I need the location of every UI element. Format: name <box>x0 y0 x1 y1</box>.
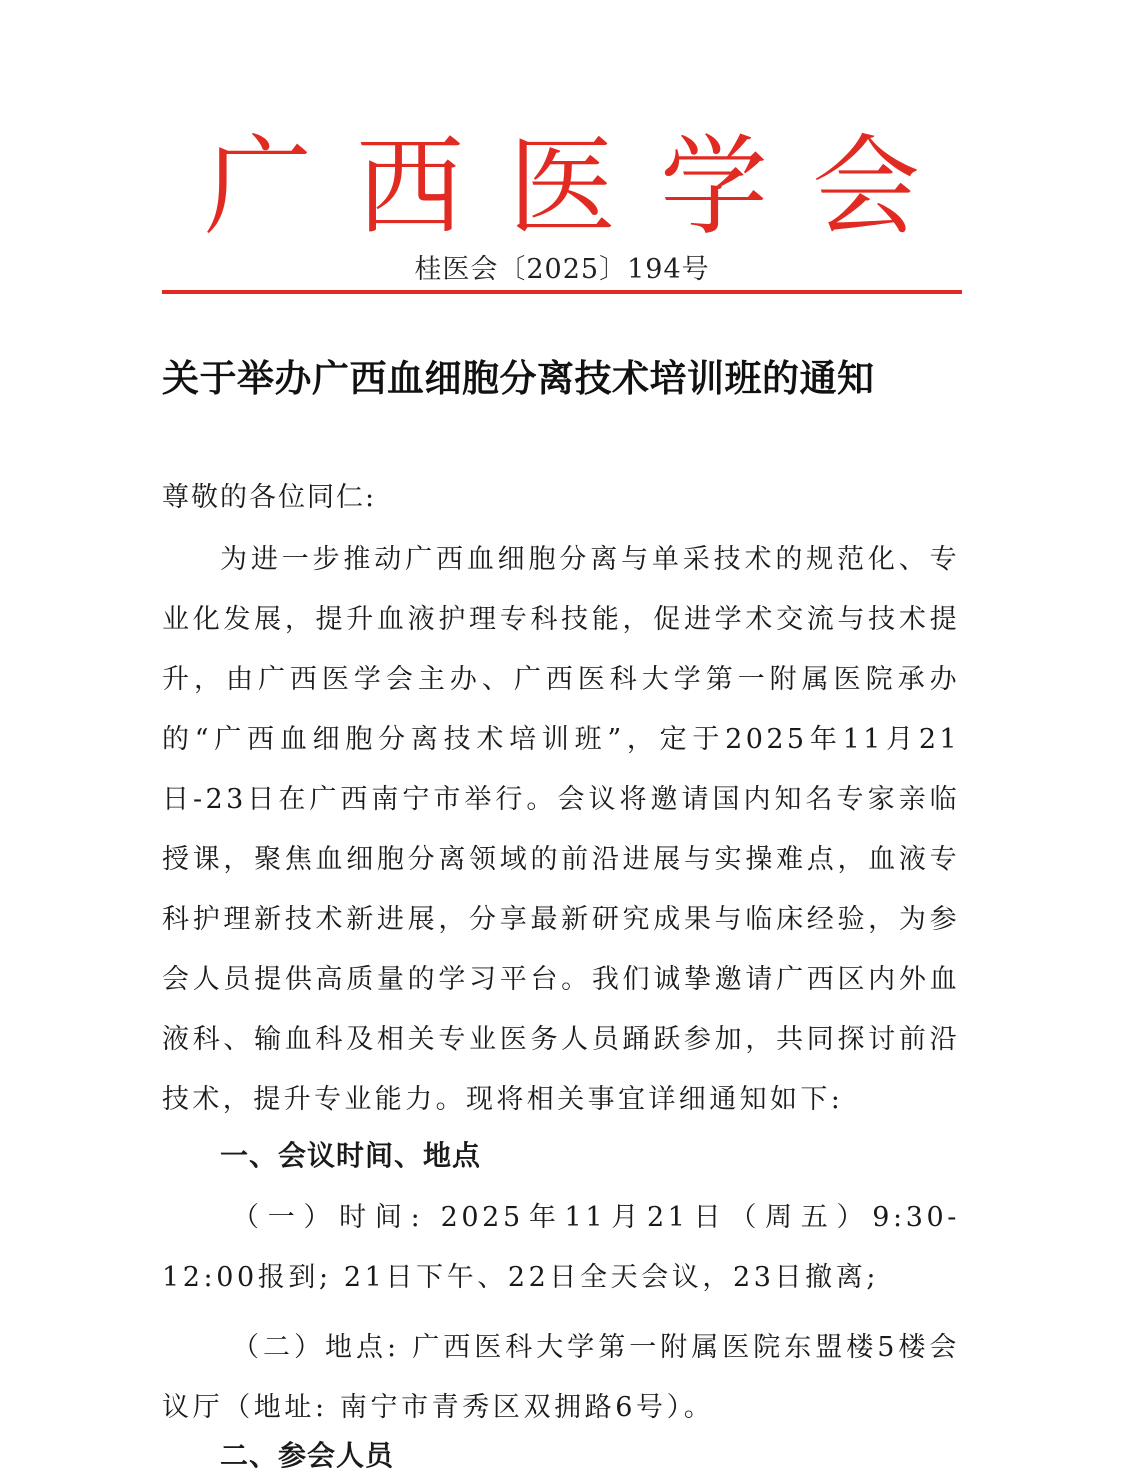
salutation: 尊敬的各位同仁: <box>162 482 377 513</box>
section-heading-time-location: 一、会议时间、地点 <box>220 1139 482 1172</box>
location-paragraph: （二）地点: 广西医科大学第一附属医院东盟楼5楼会议厅（地址: 南宁市青秀区双拥路6号）。 <box>162 1332 960 1423</box>
document-number: 桂医会〔2025〕194号 <box>414 254 710 285</box>
intro-paragraph: 为进一步推动广西血细胞分离与单采技术的规范化、专业化发展，提升血液护理专科技能，促进学术交流与技术提升，由广西医学会主办、广西医科大学第一附属医院承办的“广西血细胞分离技术培训班”，定于2025年11月21日-23日在广西南宁市举行。会议将邀请国内知名专家亲临授课，聚焦血细胞分离领域的前沿进展与实操难点，血液专科护理新技术新进展，分享最新研究成果与临床经验，为参会人员提供高质量的学习平台。我们诚挚邀请广西区内外血液科、输血科及相关专业医务人员踊跃参加，共同探讨前沿技术，提升专业能力。现将相关事宜详细通知如下: <box>162 544 960 1115</box>
section-heading-attendees: 二、参会人员 <box>220 1439 395 1472</box>
notice-title: 关于举办广西血细胞分离技术培训班的通知 <box>162 356 875 400</box>
time-paragraph: （一）时间: 2025年11月21日（周五）9:30-12:00报到; 21日下午、22日全天会议，23日撤离; <box>162 1202 960 1293</box>
organization-title: 广西医学会 <box>203 125 964 250</box>
red-divider <box>162 290 962 294</box>
